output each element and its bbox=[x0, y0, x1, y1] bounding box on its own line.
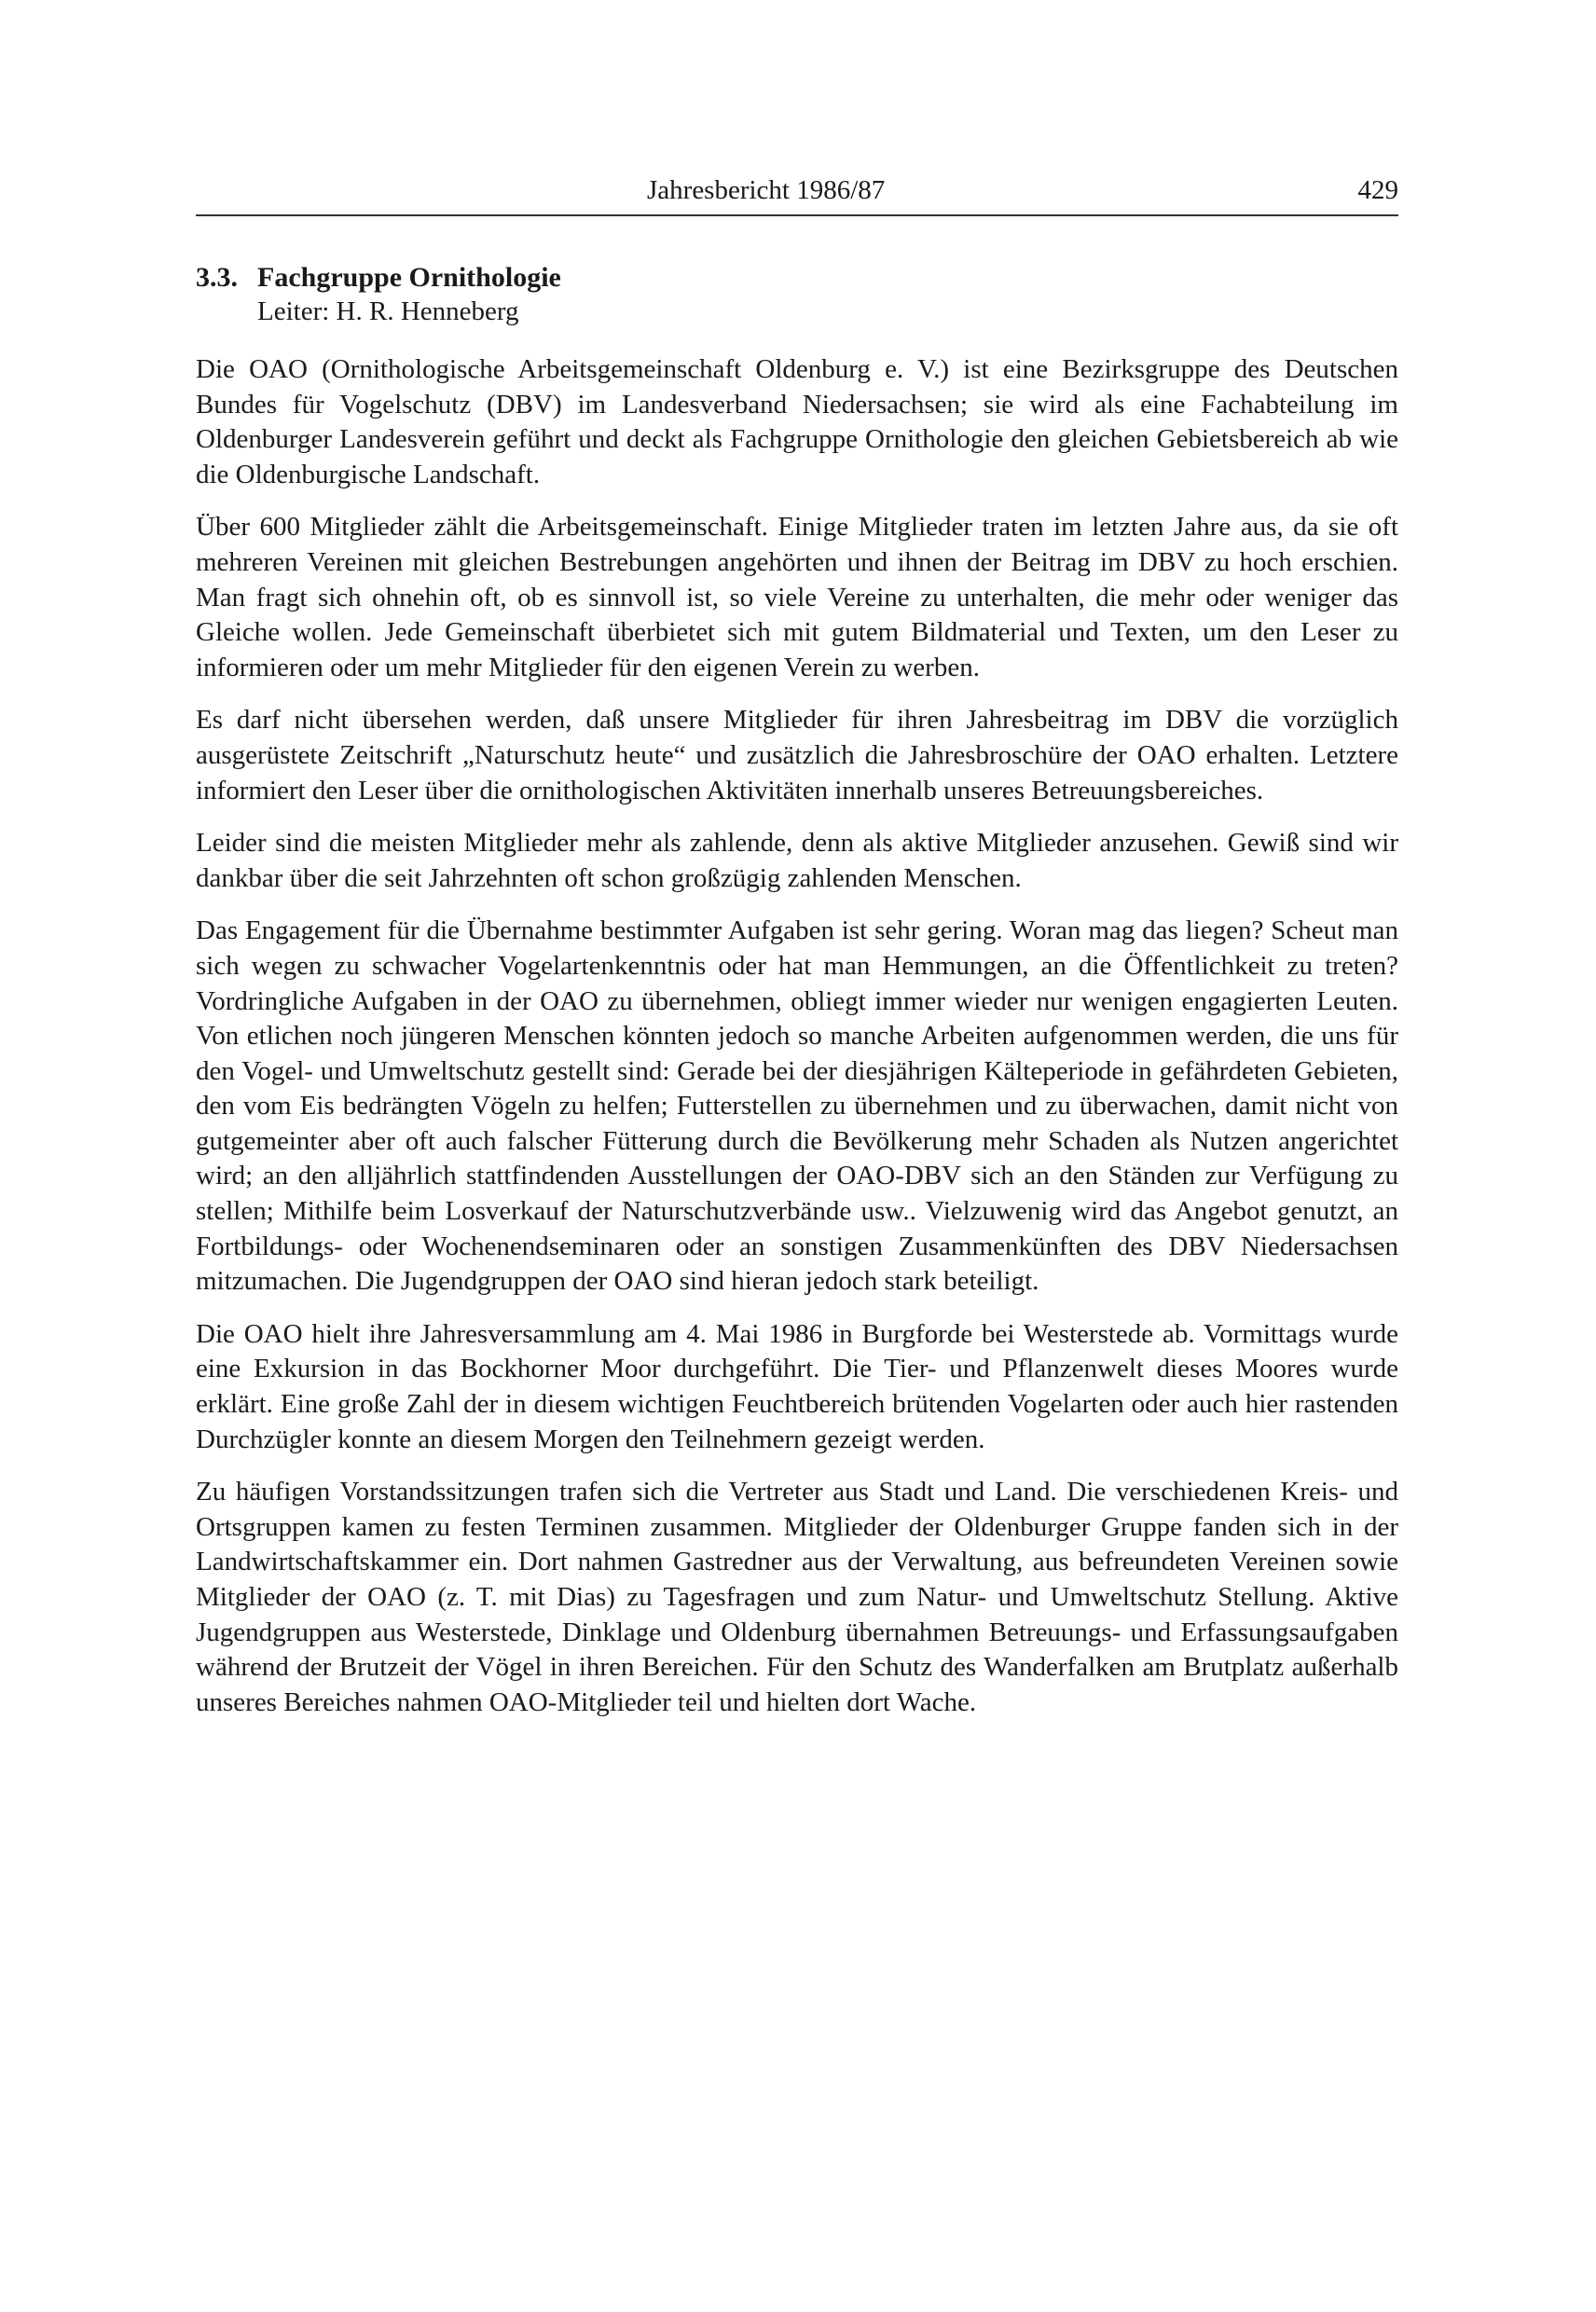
document-page bbox=[196, 168, 1398, 1738]
page-number: 429 bbox=[1357, 175, 1398, 205]
section-title: Fachgruppe Ornithologie bbox=[257, 262, 561, 293]
paragraph-3: Es darf nicht übersehen werden, daß unsere Mitglieder für ihren Jahresbeitrag im DBV die vorzüglich ausgerüstete Zeitschrift „Naturschutz heute“ und zusätzlich die Jahresbroschüre der OAO erhalten. Letztere informiert den Leser über die ornithologischen Aktivitäten innerhalb unseres Betreuungsbereiches. bbox=[196, 705, 1398, 805]
paragraph-4: Leider sind die meisten Mitglieder mehr als zahlende, denn als aktive Mitglieder anzusehen. Gewiß sind wir dankbar über die seit Jahrzehnten oft schon großzügig zahlenden Menschen. bbox=[196, 828, 1398, 893]
section-number: 3.3. bbox=[196, 262, 238, 293]
body-text bbox=[196, 352, 1398, 1720]
paragraph-7: Zu häufigen Vorstandssitzungen trafen sich die Vertreter aus Stadt und Land. Die verschiedenen Kreis- und Ortsgruppen kamen zu festen Terminen zusammen. Mitglieder der Oldenburger Gruppe fanden sich in der Landwirtschaftskammer ein. Dort nahmen Gastredner aus der Verwaltung, aus befreundeten Vereinen sowie Mitglieder der OAO (z. T. mit Dias) zu Tagesfragen und zum Natur- und Umweltschutz Stellung. Aktive Jugendgruppen aus Westerstede, Dinklage und Oldenburg übernahmen Betreuungs- und Erfassungsaufgaben während der Brutzeit der Vögel in ihren Bereichen. Für den Schutz des Wanderfalken am Brutplatz außerhalb unseres Bereiches nahmen OAO-Mitglieder teil und hielten dort Wache. bbox=[196, 1477, 1398, 1717]
paragraph-5: Das Engagement für die Übernahme bestimmter Aufgaben ist sehr gering. Woran mag das liegen? Scheut man sich wegen zu schwacher Vogelartenkenntnis oder hat man Hemmungen, an die Öffentlichkeit zu treten? Vordringliche Aufgaben in der OAO zu übernehmen, obliegt immer wieder nur wenigen engagierten Leuten. Von etlichen noch jüngeren Menschen könnten jedoch so manche Arbeiten aufgenommen werden, die uns für den Vogel- und Umweltschutz gestellt sind: Gerade bei der diesjährigen Kälteperiode in gefährdeten Gebieten, den vom Eis bedrängten Vögeln zu helfen; Futterstellen zu übernehmen und zu überwachen, damit nicht von gutgemeinter aber oft auch falscher Fütterung durch die Bevölkerung mehr Schaden als Nutzen angerichtet wird; an den alljährlich stattfindenden Ausstellungen der OAO-DBV sich an den Ständen zur Verfügung zu stellen; Mithilfe beim Losverkauf der Naturschutzverbände usw.. Vielzuwenig wird das Angebot genutzt, an Fortbildungs- oder Wochenendseminaren oder an sonstigen Zusammenkünften des DBV Niedersachsen mitzumachen. Die Jugendgruppen der OAO sind hieran jedoch stark beteiligt. bbox=[196, 915, 1398, 1297]
running-header bbox=[196, 168, 1398, 216]
running-title: Jahresbericht 1986/87 bbox=[647, 175, 886, 205]
paragraph-1: Die OAO (Ornithologische Arbeitsgemeinschaft Oldenburg e. V.) ist eine Bezirksgruppe des Deutschen Bundes für Vogelschutz (DBV) im Landesverband Niedersachsen; sie wird als eine Fachabteilung im Oldenburger Landesverein geführt und deckt als Fachgruppe Ornithologie den gleichen Gebietsbereich ab wie die Oldenburgische Landschaft. bbox=[196, 354, 1398, 489]
paragraph-6: Die OAO hielt ihre Jahresversammlung am 4. Mai 1986 in Burgforde bei Westerstede ab. Vormittags wurde eine Exkursion in das Bockhorner Moor durchgeführt. Die Tier- und Pflanzenwelt dieses Moores wurde erklärt. Eine große Zahl der in diesem wichtigen Feuchtbereich brütenden Vogelarten oder auch hier rastenden Durchzügler konnte an diesem Morgen den Teilnehmern gezeigt werden. bbox=[196, 1318, 1398, 1454]
section-leader: Leiter: H. R. Henneberg bbox=[257, 296, 519, 326]
section-heading bbox=[196, 261, 1398, 295]
paragraph-2: Über 600 Mitglieder zählt die Arbeitsgemeinschaft. Einige Mitglieder traten im letzten Jahre aus, da sie oft mehreren Vereinen mit gleichen Bestrebungen angehörten und ihnen der Beitrag im DBV zu hoch erschien. Man fragt sich ohnehin oft, ob es sinnvoll ist, so viele Vereine zu unterhalten, die mehr oder weniger das Gleiche wollen. Jede Gemeinschaft überbietet sich mit gutem Bildmaterial und Texten, um den Leser zu informieren oder um mehr Mitglieder für den eigenen Verein zu werben. bbox=[196, 512, 1398, 682]
